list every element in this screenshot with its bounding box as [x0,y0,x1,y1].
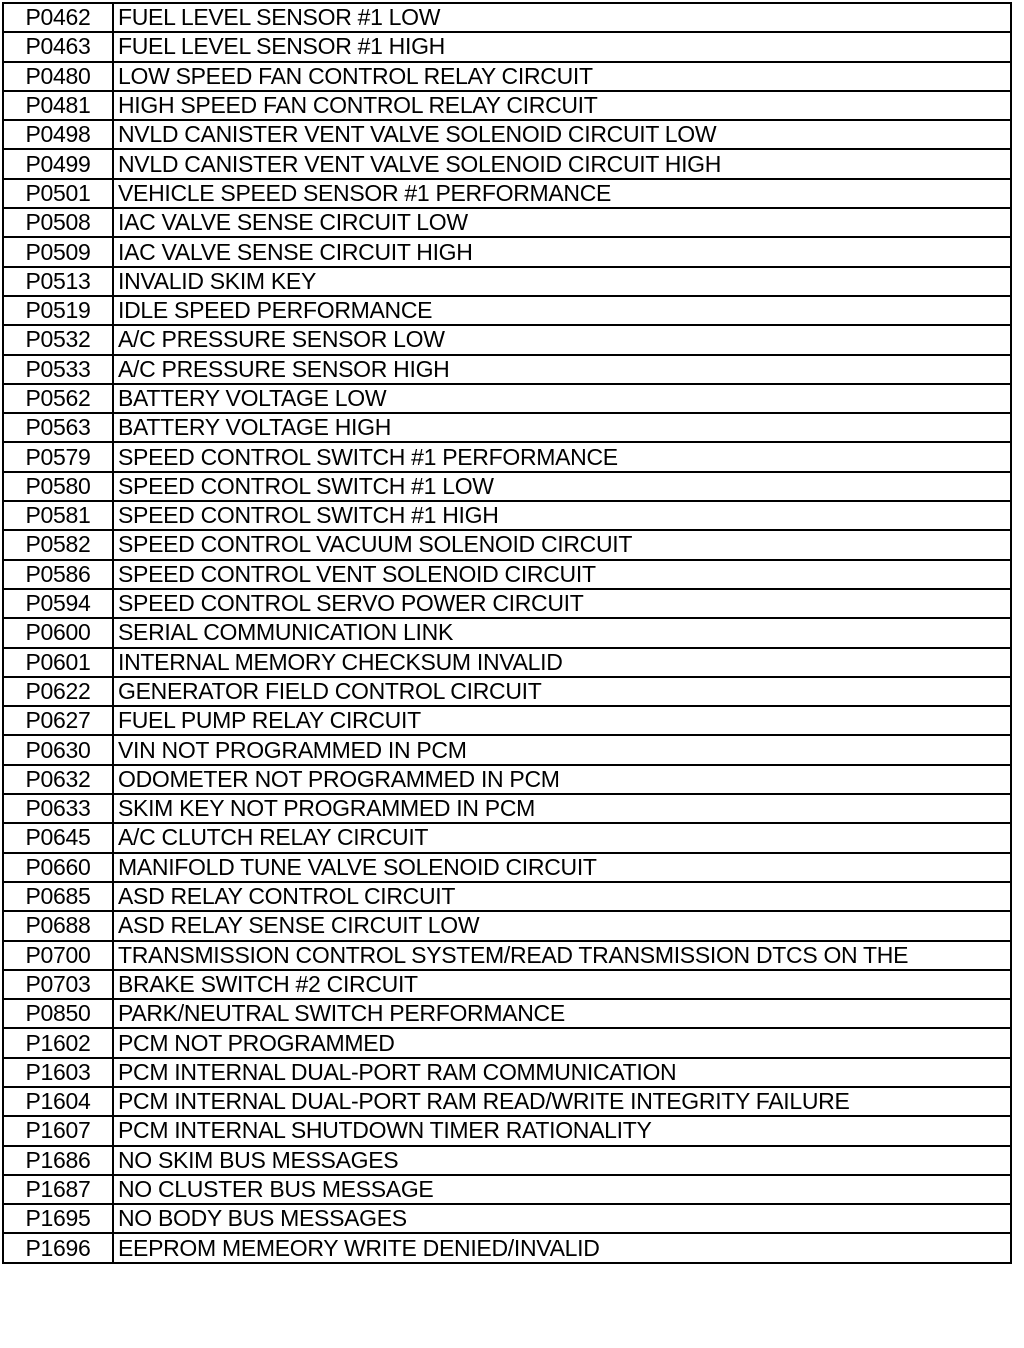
dtc-description-cell: FUEL LEVEL SENSOR #1 HIGH [113,32,1011,61]
table-row [3,501,1011,530]
dtc-code-cell: P0533 [3,355,113,384]
dtc-code-cell: P0601 [3,648,113,677]
dtc-description-cell: LOW SPEED FAN CONTROL RELAY CIRCUIT [113,62,1011,91]
dtc-code-cell: P1603 [3,1058,113,1087]
table-row [3,677,1011,706]
dtc-description-cell: IDLE SPEED PERFORMANCE [113,296,1011,325]
dtc-table [2,2,1012,1264]
dtc-code-cell: P0481 [3,91,113,120]
dtc-description-cell: A/C PRESSURE SENSOR HIGH [113,355,1011,384]
dtc-description-cell: BATTERY VOLTAGE HIGH [113,413,1011,442]
table-row [3,355,1011,384]
dtc-code-cell: P0645 [3,823,113,852]
dtc-description-cell: IAC VALVE SENSE CIRCUIT LOW [113,208,1011,237]
dtc-description-cell: SKIM KEY NOT PROGRAMMED IN PCM [113,794,1011,823]
dtc-code-cell: P0582 [3,530,113,559]
dtc-code-cell: P0622 [3,677,113,706]
table-row [3,384,1011,413]
table-row [3,1028,1011,1057]
dtc-code-cell: P0660 [3,853,113,882]
dtc-code-cell: P0688 [3,911,113,940]
dtc-code-cell: P0462 [3,3,113,32]
dtc-description-cell: NO BODY BUS MESSAGES [113,1204,1011,1233]
dtc-code-cell: P0513 [3,267,113,296]
dtc-description-cell: ASD RELAY SENSE CIRCUIT LOW [113,911,1011,940]
table-row [3,941,1011,970]
dtc-code-cell: P0463 [3,32,113,61]
table-row [3,325,1011,354]
dtc-description-cell: VEHICLE SPEED SENSOR #1 PERFORMANCE [113,179,1011,208]
table-row [3,794,1011,823]
dtc-description-cell: SPEED CONTROL SERVO POWER CIRCUIT [113,589,1011,618]
dtc-description-cell: ASD RELAY CONTROL CIRCUIT [113,882,1011,911]
dtc-description-cell: PCM NOT PROGRAMMED [113,1028,1011,1057]
dtc-description-cell: GENERATOR FIELD CONTROL CIRCUIT [113,677,1011,706]
dtc-code-cell: P0532 [3,325,113,354]
dtc-description-cell: TRANSMISSION CONTROL SYSTEM/READ TRANSMISSION DTCS ON THE [113,941,1011,970]
dtc-code-cell: P0501 [3,179,113,208]
table-row [3,472,1011,501]
dtc-code-cell: P0562 [3,384,113,413]
dtc-code-cell: P1696 [3,1233,113,1262]
dtc-description-cell: NVLD CANISTER VENT VALVE SOLENOID CIRCUIT LOW [113,120,1011,149]
table-row [3,32,1011,61]
dtc-description-cell: BATTERY VOLTAGE LOW [113,384,1011,413]
dtc-description-cell: A/C CLUTCH RELAY CIRCUIT [113,823,1011,852]
table-row [3,267,1011,296]
dtc-description-cell: VIN NOT PROGRAMMED IN PCM [113,735,1011,764]
dtc-description-cell: SPEED CONTROL SWITCH #1 HIGH [113,501,1011,530]
table-row [3,706,1011,735]
dtc-code-cell: P0480 [3,62,113,91]
dtc-code-cell: P0498 [3,120,113,149]
dtc-description-cell: SPEED CONTROL SWITCH #1 LOW [113,472,1011,501]
dtc-description-cell: NVLD CANISTER VENT VALVE SOLENOID CIRCUIT HIGH [113,149,1011,178]
table-row [3,442,1011,471]
dtc-description-cell: BRAKE SWITCH #2 CIRCUIT [113,970,1011,999]
dtc-description-cell: IAC VALVE SENSE CIRCUIT HIGH [113,237,1011,266]
table-row [3,530,1011,559]
dtc-code-cell: P0581 [3,501,113,530]
dtc-description-cell: A/C PRESSURE SENSOR LOW [113,325,1011,354]
table-row [3,1146,1011,1175]
table-row [3,1116,1011,1145]
dtc-code-cell: P1686 [3,1146,113,1175]
table-row [3,589,1011,618]
dtc-code-cell: P1687 [3,1175,113,1204]
dtc-description-cell: INTERNAL MEMORY CHECKSUM INVALID [113,648,1011,677]
dtc-description-cell: PCM INTERNAL DUAL-PORT RAM COMMUNICATION [113,1058,1011,1087]
table-row [3,91,1011,120]
table-row [3,120,1011,149]
dtc-description-cell: PCM INTERNAL DUAL-PORT RAM READ/WRITE INTEGRITY FAILURE [113,1087,1011,1116]
table-row [3,999,1011,1028]
dtc-code-cell: P1695 [3,1204,113,1233]
dtc-code-cell: P0850 [3,999,113,1028]
dtc-description-cell: HIGH SPEED FAN CONTROL RELAY CIRCUIT [113,91,1011,120]
dtc-description-cell: NO CLUSTER BUS MESSAGE [113,1175,1011,1204]
table-row [3,823,1011,852]
dtc-code-cell: P1604 [3,1087,113,1116]
dtc-description-cell: ODOMETER NOT PROGRAMMED IN PCM [113,765,1011,794]
dtc-description-cell: SPEED CONTROL VACUUM SOLENOID CIRCUIT [113,530,1011,559]
table-row [3,179,1011,208]
dtc-code-cell: P0586 [3,560,113,589]
dtc-description-cell: INVALID SKIM KEY [113,267,1011,296]
dtc-code-cell: P0703 [3,970,113,999]
dtc-description-cell: SPEED CONTROL SWITCH #1 PERFORMANCE [113,442,1011,471]
table-row [3,149,1011,178]
dtc-code-cell: P0580 [3,472,113,501]
dtc-code-cell: P0632 [3,765,113,794]
table-row [3,1233,1011,1262]
dtc-table-body [3,3,1011,1263]
table-row [3,970,1011,999]
table-row [3,1087,1011,1116]
dtc-description-cell: PCM INTERNAL SHUTDOWN TIMER RATIONALITY [113,1116,1011,1145]
dtc-code-cell: P0600 [3,618,113,647]
table-row [3,62,1011,91]
dtc-code-cell: P0563 [3,413,113,442]
dtc-description-cell: FUEL LEVEL SENSOR #1 LOW [113,3,1011,32]
dtc-code-cell: P1607 [3,1116,113,1145]
dtc-description-cell: PARK/NEUTRAL SWITCH PERFORMANCE [113,999,1011,1028]
dtc-code-cell: P0685 [3,882,113,911]
table-row [3,882,1011,911]
dtc-code-cell: P1602 [3,1028,113,1057]
dtc-description-cell: SERIAL COMMUNICATION LINK [113,618,1011,647]
dtc-code-cell: P0594 [3,589,113,618]
table-row [3,853,1011,882]
table-row [3,237,1011,266]
dtc-code-cell: P0633 [3,794,113,823]
dtc-description-cell: NO SKIM BUS MESSAGES [113,1146,1011,1175]
dtc-code-cell: P0630 [3,735,113,764]
dtc-description-cell: SPEED CONTROL VENT SOLENOID CIRCUIT [113,560,1011,589]
table-row [3,1204,1011,1233]
table-row [3,3,1011,32]
dtc-description-cell: EEPROM MEMEORY WRITE DENIED/INVALID [113,1233,1011,1262]
table-row [3,208,1011,237]
table-row [3,560,1011,589]
dtc-description-cell: FUEL PUMP RELAY CIRCUIT [113,706,1011,735]
dtc-code-cell: P0700 [3,941,113,970]
dtc-code-cell: P0627 [3,706,113,735]
dtc-code-cell: P0508 [3,208,113,237]
table-row [3,1175,1011,1204]
dtc-code-cell: P0579 [3,442,113,471]
dtc-code-cell: P0509 [3,237,113,266]
dtc-description-cell: MANIFOLD TUNE VALVE SOLENOID CIRCUIT [113,853,1011,882]
table-row [3,911,1011,940]
table-row [3,1058,1011,1087]
table-row [3,735,1011,764]
table-row [3,296,1011,325]
table-row [3,618,1011,647]
dtc-code-cell: P0519 [3,296,113,325]
table-row [3,413,1011,442]
table-row [3,648,1011,677]
table-row [3,765,1011,794]
dtc-code-cell: P0499 [3,149,113,178]
